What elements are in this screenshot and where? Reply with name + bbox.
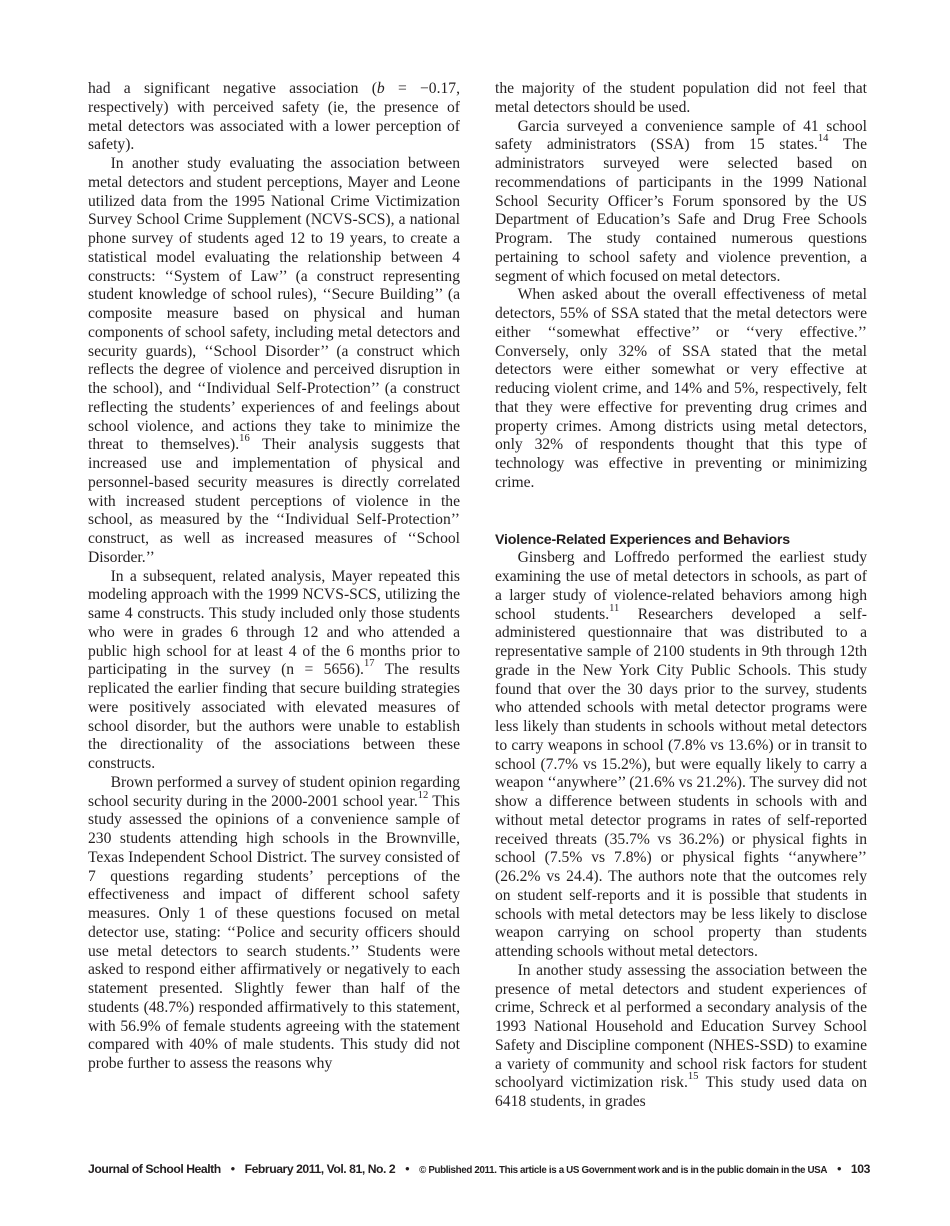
page-footer (88, 1162, 868, 1176)
text-run: = −0.17, respectively) with perceived safety (ie, the presence of metal detectors was associated with a lower perception of safety). (88, 80, 460, 154)
reference-superscript: 17 (363, 658, 375, 670)
text-run: This study used data on 6418 students, in grades (495, 1074, 867, 1110)
text-run: In another study evaluating the association between metal detectors and student perceptions, Mayer and Leone utilized data from the 1995 National Crime Victimization Survey School Crime Supplement (NCVS-SCS), a national phone survey of students aged 12 to 19 years, to create a statistical model evaluating the relationship between 4 constructs: ‘‘System of Law’’ (a construct representing student knowledge of school rules), ‘‘Secure Building’’ (a composite measure based on physical and human components of school safety, including metal detectors and security guards), ‘‘School Disorder’’ (a construct which reflects the degree of violence and perceived disruption in the school), and ‘‘Individual Self-Protection’’ (a construct reflecting the students’ experiences of and feelings about school violence, and actions they take to minimize the threat to themselves). (88, 155, 460, 454)
journal-name: Journal of School Health (88, 1162, 221, 1176)
section-heading: Violence-Related Experiences and Behaviors (495, 531, 790, 548)
reference-superscript: 12 (417, 789, 429, 801)
copyright-notice: © Published 2011. This article is a US Government work and is in the public domain in the USA (419, 1165, 828, 1176)
paragraph (88, 80, 460, 155)
page-number: 103 (850, 1162, 870, 1176)
text-run: Their analysis suggests that increased use and implementation of physical and personnel-based security measures is directly correlated with increased student perceptions of violence in the school, as measured by the ‘‘Individual Self-Protection’’ construct, as well as increased measures of ‘‘School Disorder.’’ (88, 436, 460, 566)
reference-superscript: 11 (609, 602, 620, 614)
paragraph: When asked about the overall effectiveness of metal detectors, 55% of SSA stated that the metal detectors were either ‘‘somewhat effective’’ or ‘‘very effective.’’ Conversely, only 32% of SSA stated that the metal detectors were either somewhat or very effective at reducing violent crime, and 14% and 5%, respectively, felt that they were effective for preventing drug crimes and property crimes. Among districts using metal detectors, only 32% of respondents thought that this type of technology was effective in preventing or minimizing crime. (495, 286, 867, 491)
text-run: Ginsberg and Loffredo performed the earliest study examining the use of metal detectors in schools, as part of a larger study of violence-related behaviors among high school students. (495, 549, 867, 623)
reference-superscript: 16 (239, 433, 250, 445)
paragraph (495, 962, 867, 1112)
bullet-separator: • (837, 1162, 841, 1176)
text-run: In another study assessing the association between the presence of metal detectors and student experiences of crime, Schreck et al performed a secondary analysis of the 1993 National Household and Education Survey School Safety and Discipline component (NHES-SSD) to examine a variety of community and school risk factors for student schoolyard victimization risk. (495, 961, 867, 1092)
reference-superscript: 14 (817, 133, 829, 145)
right-column (495, 80, 867, 1112)
paragraph (495, 118, 867, 287)
left-column (88, 80, 460, 1074)
text-run: In a subsequent, related analysis, Mayer repeated this modeling approach with the 1999 NCVS-SCS, utilizing the same 4 constructs. This study included only those students who were in grades 6 through 12 and who attended a public high school for at least 4 of the 6 months prior to participating in the survey (n = 5656). (88, 567, 460, 679)
paragraph (88, 774, 460, 1074)
text-run: Researchers developed a self-administered questionnaire that was distributed to a representative sample of 2100 students in 9th through 12th grade in the New York City Public Schools. This study found that over the 30 days prior to the survey, students who attended schools with metal detector programs were less likely than students in schools without metal detectors to carry weapons in school (7.8% vs 13.6%) or in transit to school (7.7% vs 15.2%), but were equally likely to carry a weapon ‘‘anywhere’’ (21.6% vs 21.2%). The survey did not show a difference between students in schools with and without metal detector programs in rates of self-reported received threats (35.7% vs 36.2%) or physical fights in school (7.5% vs 7.8%) or physical fights ‘‘anywhere’’ (26.2% vs 24.4). The authors note that the outcomes rely on student self-reports and it is possible that students in schools with metal detectors may be less likely to disclose weapon carrying on school property than students attending schools without metal detectors. (495, 605, 867, 960)
paragraph (88, 568, 460, 774)
paragraph (88, 155, 460, 568)
paragraph (495, 549, 867, 962)
math-symbol: b (376, 80, 385, 97)
text-run: The administrators surveyed were selected based on recommendations of participants in the 1999 National School Security Officer’s Forum sponsored by the US Department of Education’s Safe and Drug Free Schools Program. The study contained numerous questions pertaining to school safety and violence prevention, a segment of which focused on metal detectors. (495, 136, 867, 285)
issue-info: February 2011, Vol. 81, No. 2 (244, 1162, 396, 1176)
text-run: Brown performed a survey of student opinion regarding school security during in the 2000-2001 school year. (88, 773, 460, 810)
bullet-separator: • (405, 1162, 410, 1176)
bullet-separator: • (230, 1162, 235, 1176)
reference-superscript: 15 (687, 1071, 699, 1083)
paragraph: the majority of the student population did not feel that metal detectors should be used. (495, 80, 867, 116)
text-run: had a significant negative association ( (88, 80, 377, 97)
text-run: This study assessed the opinions of a convenience sample of 230 students attending high schools in the Brownville, Texas Independent School District. The survey consisted of 7 questions regarding students’ perceptions of the effectiveness and impact of different school safety measures. Only 1 of these questions focused on metal detector use, stating: ‘‘Police and security officers should use metal detectors to search students.’’ Students were asked to respond either affirmatively or negatively to each statement presented. Slightly fewer than half of the students (48.7%) responded affirmatively to this statement, with 56.9% of female students agreeing with the statement compared with 40% of male students. This study did not probe further to assess the reasons why (88, 792, 460, 1072)
text-run: The results replicated the earlier finding that secure building strategies were positively associated with elevated measures of school disorder, but the authors were unable to establish the directionality of the associations between these constructs. (88, 661, 460, 772)
text-run: Garcia surveyed a convenience sample of 41 school safety administrators (SSA) from 15 states. (495, 117, 867, 154)
